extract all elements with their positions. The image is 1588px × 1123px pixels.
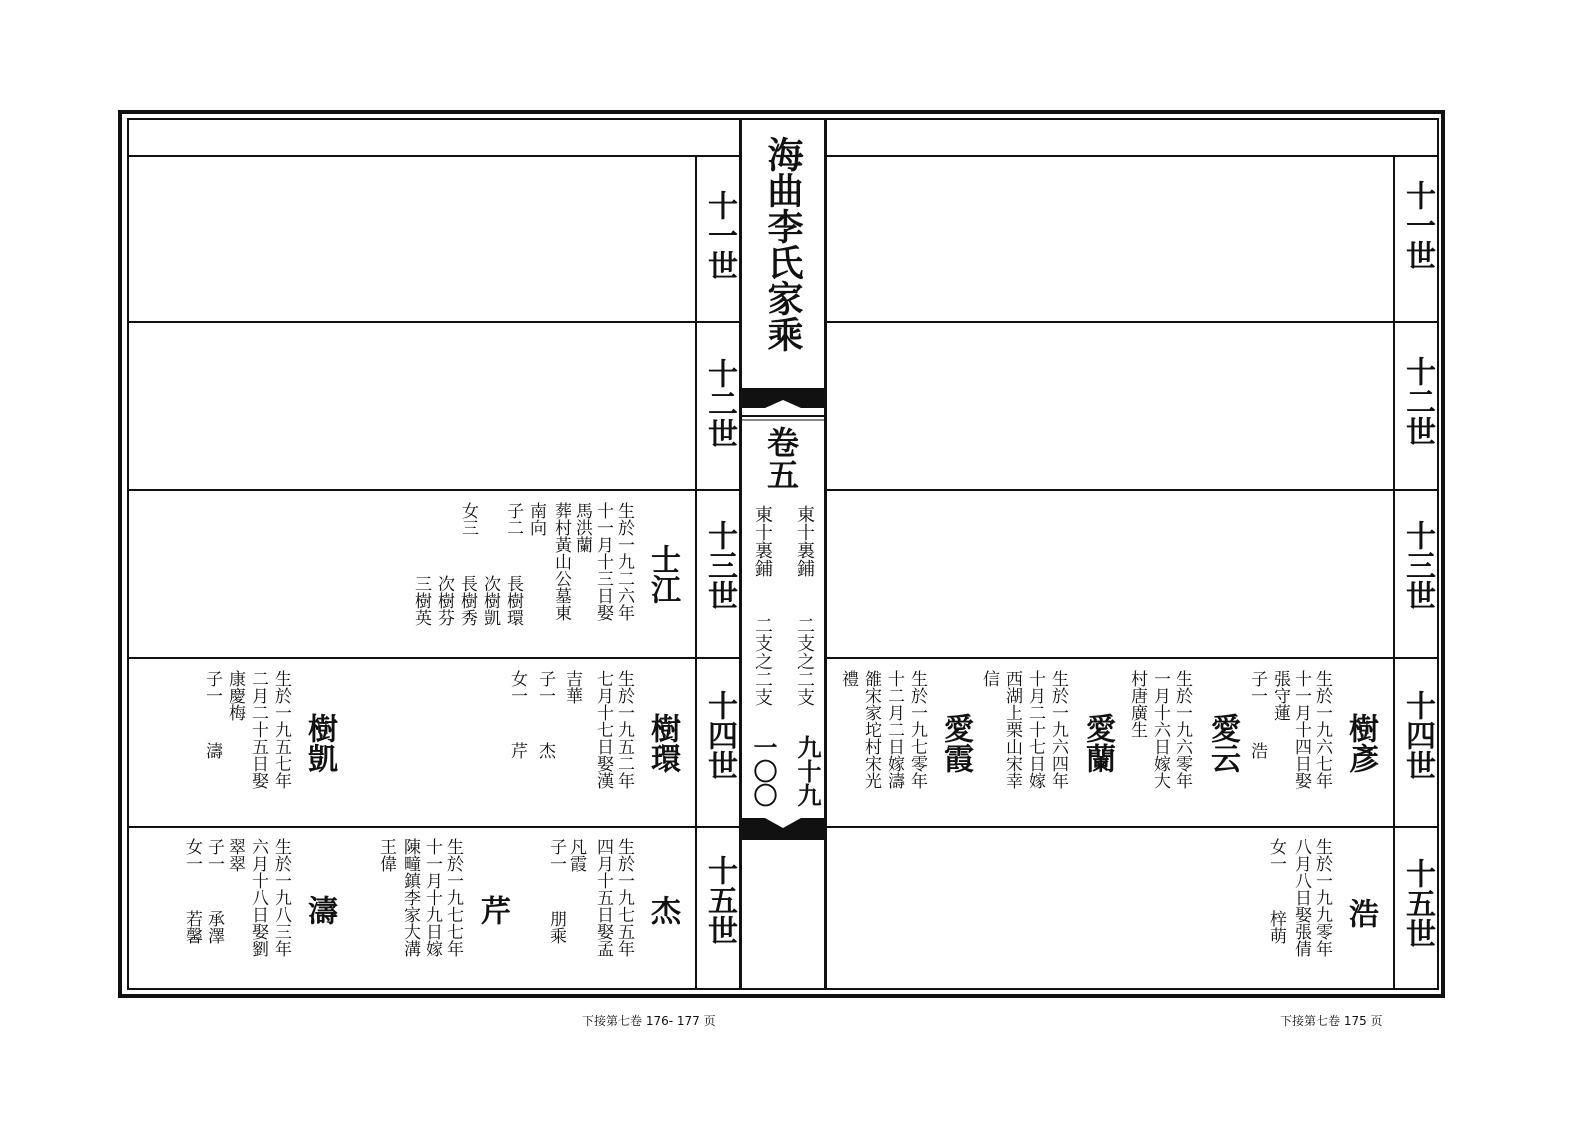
entry-col xyxy=(204,910,224,944)
row-divider xyxy=(128,155,741,157)
entry-text: 濤 xyxy=(202,742,222,759)
entry-col xyxy=(593,502,613,621)
entry-col xyxy=(551,502,571,621)
entry-text: 陳疃鎮李家大溝 xyxy=(400,838,420,957)
person-name-text: 士江 xyxy=(645,544,680,604)
entry-col xyxy=(458,502,478,536)
entry-text: 生於一九六四年 xyxy=(1048,670,1068,789)
entry-text: 禮 xyxy=(838,670,858,687)
entry-col xyxy=(1150,670,1170,789)
entry-text: 一月十六日嫁大 xyxy=(1150,670,1170,789)
gen-label-12-right xyxy=(1395,356,1439,446)
entry-text: 十二月二日嫁濤 xyxy=(884,670,904,789)
person-name-shuyan xyxy=(1343,713,1377,773)
entry-col xyxy=(1312,670,1332,789)
entry-col xyxy=(376,838,396,872)
entry-text: 生於一九七零年 xyxy=(907,670,927,789)
entry-col xyxy=(182,910,202,944)
branch-right-sub-text: 二支之二支 xyxy=(794,616,815,706)
book-title xyxy=(762,136,804,352)
page-number-left-text: 一〇〇 xyxy=(749,735,778,807)
entry-text: 生於一九二六年 xyxy=(614,502,634,621)
entry-text: 女一 xyxy=(182,838,202,872)
entry-col xyxy=(248,670,268,789)
entry-text: 信 xyxy=(979,670,999,687)
entry-col xyxy=(1312,838,1332,957)
person-name-aixia xyxy=(938,713,972,773)
entry-col xyxy=(1247,670,1267,704)
entry-text: 生於一九九零年 xyxy=(1312,838,1332,957)
person-name-shukai xyxy=(302,713,336,773)
entry-col xyxy=(535,670,555,704)
person-name-text: 樹凱 xyxy=(302,713,337,773)
entry-col xyxy=(271,838,291,957)
gen-label-14-left xyxy=(697,690,741,780)
row-divider xyxy=(128,826,741,828)
entry-text: 七月十七日娶漢 xyxy=(593,670,613,789)
entry-col xyxy=(400,838,420,957)
entry-text: 六月十八日娶劉 xyxy=(248,838,268,957)
entry-col xyxy=(202,742,222,759)
gen-label-13-right xyxy=(1395,520,1439,610)
person-name-text: 樹彥 xyxy=(1343,713,1378,773)
entry-text: 康慶梅 xyxy=(225,670,245,721)
person-name-shijiang xyxy=(645,544,679,604)
gen-label-14-right xyxy=(1395,690,1439,780)
branch-left-text: 東十裏鋪 xyxy=(752,505,773,577)
person-name-jie xyxy=(645,895,679,925)
entry-text: 生於一九五二年 xyxy=(614,670,634,789)
gen-label-15-left xyxy=(697,855,741,945)
gen-label-13-left xyxy=(697,520,741,610)
row-divider xyxy=(826,826,1438,828)
entry-text: 女三 xyxy=(458,502,478,536)
person-name-hao xyxy=(1343,898,1377,928)
entry-text: 張守蓮 xyxy=(1270,670,1290,721)
entry-col xyxy=(1247,742,1267,759)
entry-col xyxy=(225,838,245,872)
entry-text: 承澤 xyxy=(204,910,224,944)
person-name-text: 愛霞 xyxy=(938,713,973,773)
entry-text: 王偉 xyxy=(376,838,396,872)
entry-text: 子一 xyxy=(546,838,566,872)
entry-text: 次樹芬 xyxy=(434,575,454,626)
entry-text: 長樹秀 xyxy=(457,575,477,626)
entry-text: 朋乘 xyxy=(546,910,566,944)
row-divider xyxy=(128,489,741,491)
row-divider xyxy=(128,321,741,323)
entry-col xyxy=(1266,838,1286,872)
entry-col xyxy=(503,575,523,626)
entry-text: 西湖上栗山宋幸 xyxy=(1002,670,1022,789)
entry-text: 生於一九五七年 xyxy=(271,670,291,789)
entry-col xyxy=(443,838,463,957)
entry-col xyxy=(546,838,566,872)
volume-label xyxy=(764,426,798,490)
entry-col xyxy=(562,670,582,704)
entry-col xyxy=(503,502,523,536)
entry-col xyxy=(572,502,592,553)
entry-col xyxy=(546,910,566,944)
entry-text: 次樹凱 xyxy=(480,575,500,626)
entry-text: 子一 xyxy=(202,670,222,704)
gen-label-text: 十一世 xyxy=(1400,180,1435,270)
gen-label-text: 十三世 xyxy=(1400,520,1435,610)
entry-text: 三樹英 xyxy=(411,575,431,626)
entry-text: 凡霞 xyxy=(566,838,586,872)
entry-text: 子一 xyxy=(535,670,555,704)
entry-text: 馬洪蘭 xyxy=(572,502,592,553)
entry-text: 生於一九六七年 xyxy=(1312,670,1332,789)
entry-text: 雒宋家坨村宋光 xyxy=(861,670,881,789)
person-name-text: 愛蘭 xyxy=(1080,713,1115,773)
gen-label-11-left xyxy=(697,190,741,280)
entry-text: 葬村黃山公墓東 xyxy=(551,502,571,621)
entry-text: 子二 xyxy=(503,502,523,536)
branch-right-sub xyxy=(794,616,814,706)
page-number-right-text: 九十九 xyxy=(793,735,822,807)
entry-col xyxy=(204,838,224,872)
person-name-aiyun xyxy=(1205,713,1239,773)
volume-text: 卷五 xyxy=(762,426,800,490)
entry-text: 生於一九八三年 xyxy=(271,838,291,957)
entry-col xyxy=(1270,670,1290,721)
entry-col xyxy=(411,575,431,626)
row-divider xyxy=(826,321,1438,323)
person-name-text: 芹 xyxy=(475,895,510,925)
gen-label-12-left xyxy=(697,358,741,448)
entry-text: 吉華 xyxy=(562,670,582,704)
entry-text: 翠翠 xyxy=(225,838,245,872)
gen-label-11-right xyxy=(1395,180,1439,270)
book-title-text: 海曲李氏家乘 xyxy=(762,136,804,352)
person-name-text: 濤 xyxy=(302,895,337,925)
entry-text: 子一 xyxy=(204,838,224,872)
gen-label-text: 十四世 xyxy=(702,690,737,780)
entry-col xyxy=(182,838,202,872)
row-divider xyxy=(826,155,1438,157)
row-divider xyxy=(826,657,1438,659)
entry-text: 女一 xyxy=(507,670,527,704)
entry-col xyxy=(614,838,634,957)
person-name-qin xyxy=(475,895,509,925)
entry-text: 浩 xyxy=(1247,742,1267,759)
entry-text: 十一月十三日娶 xyxy=(593,502,613,621)
entry-col xyxy=(593,838,613,957)
gen-label-text: 十二世 xyxy=(1400,356,1435,446)
entry-col xyxy=(1266,910,1286,944)
entry-text: 若馨 xyxy=(182,910,202,944)
entry-col xyxy=(907,670,927,789)
branch-left-sub xyxy=(752,616,772,706)
entry-col xyxy=(225,670,245,721)
person-name-ailan xyxy=(1080,713,1114,773)
entry-col xyxy=(1291,838,1311,957)
entry-col xyxy=(507,670,527,704)
branch-left xyxy=(752,505,772,577)
entry-col xyxy=(1025,670,1045,789)
entry-text: 八月八日娶張倩 xyxy=(1291,838,1311,957)
gen-label-text: 十五世 xyxy=(1400,858,1435,948)
gen-label-text: 十二世 xyxy=(702,358,737,448)
gen-label-text: 十五世 xyxy=(702,855,737,945)
entry-text: 子一 xyxy=(1247,670,1267,704)
entry-col xyxy=(566,838,586,872)
entry-col xyxy=(979,670,999,687)
entry-col xyxy=(614,670,634,789)
entry-col xyxy=(838,670,858,687)
footer-left: 下接第七卷 176- 177 页 xyxy=(582,1014,716,1028)
gen-label-text: 十一世 xyxy=(702,190,737,280)
branch-left-sub-text: 二支之二支 xyxy=(752,616,773,706)
person-name-tao xyxy=(302,895,336,925)
entry-col xyxy=(248,838,268,957)
entry-text: 十月二十七日嫁 xyxy=(1025,670,1045,789)
entry-col xyxy=(526,502,546,536)
entry-text: 杰 xyxy=(535,742,555,759)
footer-right: 下接第七卷 175 页 xyxy=(1280,1014,1383,1028)
entry-text: 生於一九七七年 xyxy=(443,838,463,957)
row-divider xyxy=(128,657,741,659)
entry-text: 梓萌 xyxy=(1266,910,1286,944)
person-name-text: 樹環 xyxy=(645,713,680,773)
branch-right-text: 東十裏鋪 xyxy=(794,505,815,577)
page-number-right xyxy=(794,735,820,807)
entry-text: 十一月十四日娶 xyxy=(1291,670,1311,789)
person-name-shuhuan xyxy=(645,713,679,773)
gen-label-text: 十三世 xyxy=(702,520,737,610)
entry-col xyxy=(884,670,904,789)
gen-label-15-right xyxy=(1395,858,1439,948)
entry-col xyxy=(535,742,555,759)
entry-col xyxy=(861,670,881,789)
page-number-left xyxy=(750,735,776,807)
entry-col xyxy=(1291,670,1311,789)
entry-col xyxy=(202,670,222,704)
person-name-text: 愛云 xyxy=(1205,713,1240,773)
entry-col xyxy=(507,742,527,759)
entry-text: 生於一九七五年 xyxy=(614,838,634,957)
entry-col xyxy=(457,575,477,626)
entry-col xyxy=(593,670,613,789)
entry-text: 二月二十五日娶 xyxy=(248,670,268,789)
entry-col xyxy=(422,838,442,957)
entry-text: 十一月十九日嫁 xyxy=(422,838,442,957)
gen-label-text: 十四世 xyxy=(1400,690,1435,780)
entry-text: 生於一九六零年 xyxy=(1172,670,1192,789)
person-name-text: 浩 xyxy=(1343,898,1378,928)
entry-col xyxy=(434,575,454,626)
entry-col xyxy=(480,575,500,626)
entry-text: 女一 xyxy=(1266,838,1286,872)
entry-text: 長樹環 xyxy=(503,575,523,626)
entry-col xyxy=(1127,670,1147,738)
entry-col xyxy=(1048,670,1068,789)
entry-col xyxy=(1172,670,1192,789)
entry-text: 芹 xyxy=(507,742,527,759)
branch-right xyxy=(794,505,814,577)
entry-text: 村唐廣生 xyxy=(1127,670,1147,738)
entry-text: 南向 xyxy=(526,502,546,536)
person-name-text: 杰 xyxy=(645,895,680,925)
entry-col xyxy=(271,670,291,789)
row-divider xyxy=(826,489,1438,491)
entry-text: 四月十五日娶孟 xyxy=(593,838,613,957)
entry-col xyxy=(614,502,634,621)
entry-col xyxy=(1002,670,1022,789)
